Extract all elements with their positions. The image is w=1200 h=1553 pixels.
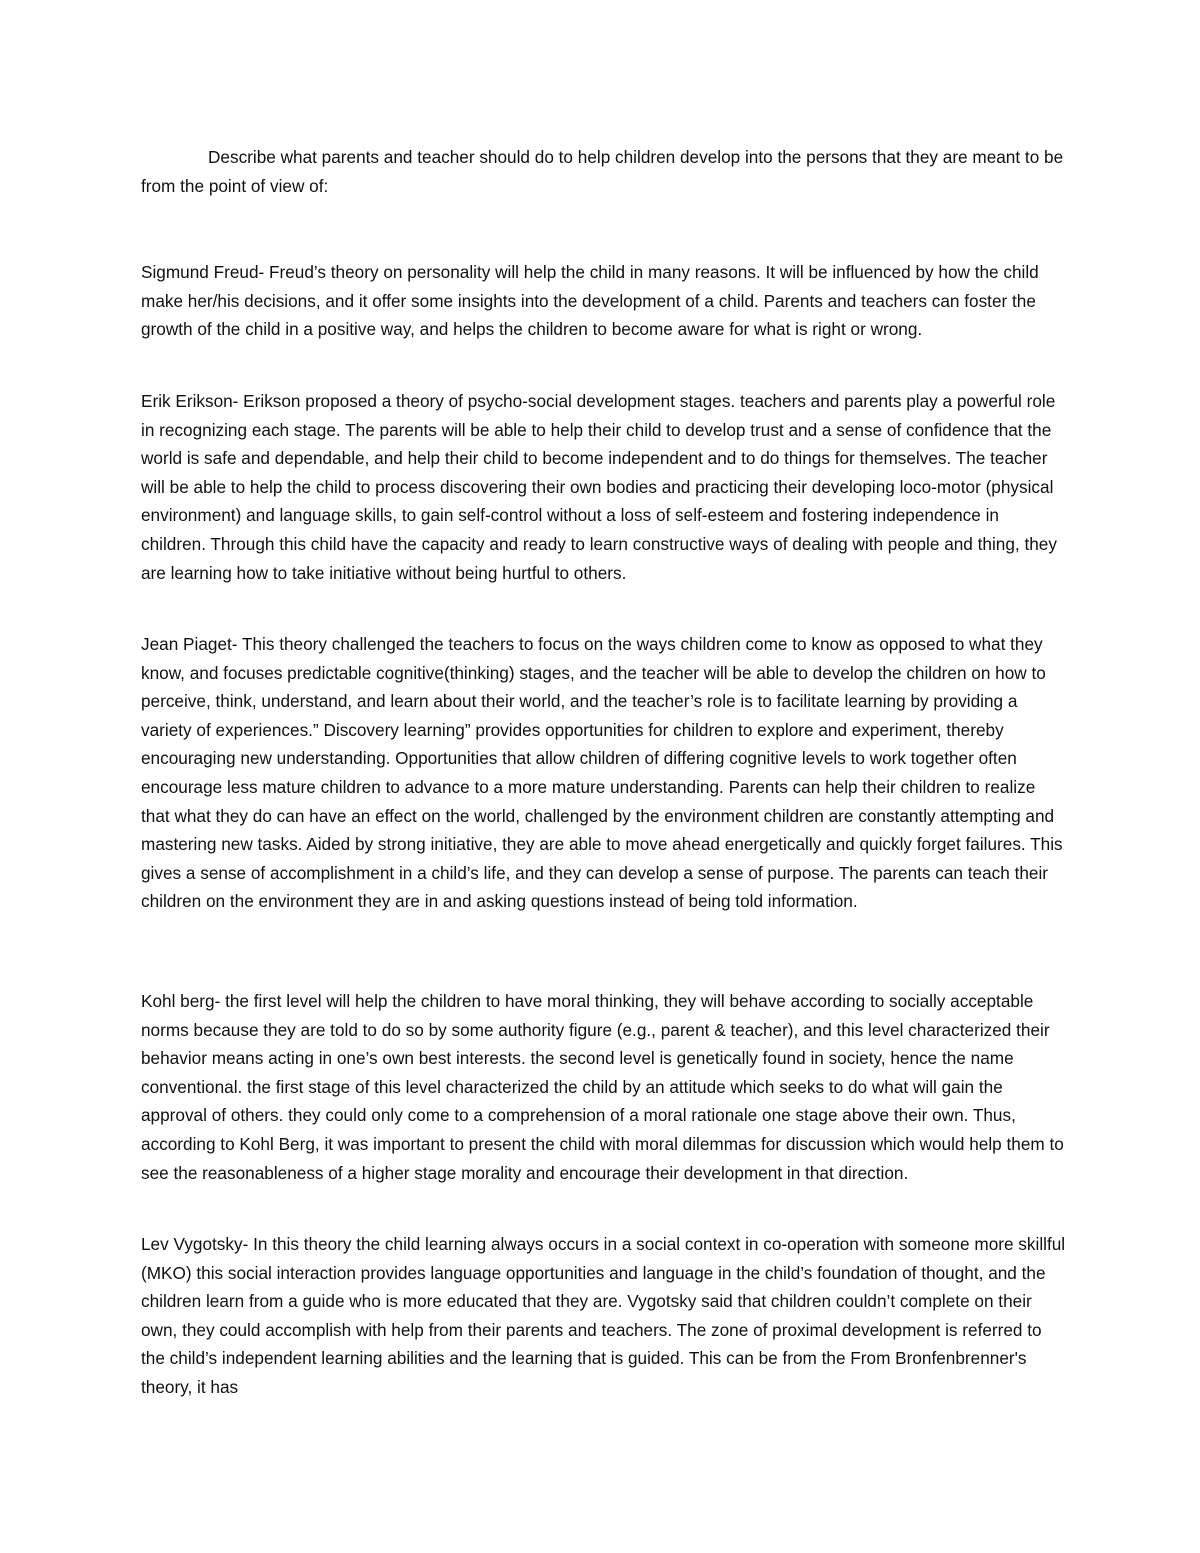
- paragraph-piaget: Jean Piaget- This theory challenged the teachers to focus on the ways children come to know as opposed to what they know, and focuses predictable cognitive(thinking) stages, and the teacher will be able to develop the children on how to perceive, think, understand, and learn about their world, and the teacher’s role is to facilitate learning by providing a variety of experiences.” Discovery learning” provides opportunities for children to explore and experiment, thereby encouraging new understanding. Opportunities that allow children of differing cognitive levels to work together often encourage less mature children to advance to a more mature understanding. Parents can help their children to realize that what they do can have an effect on the world, challenged by the environment children are constantly attempting and mastering new tasks. Aided by strong initiative, they are able to move ahead energetically and quickly forget failures. This gives a sense of accomplishment in a child’s life, and they can develop a sense of purpose. The parents can teach their children on the environment they are in and asking questions instead of being told information.: [141, 634, 1063, 912]
- paragraph-vygotsky: Lev Vygotsky- In this theory the child learning always occurs in a social context in co-operation with someone more skillful (MKO) this social interaction provides language opportunities and language in the child’s foundation of thought, and the children learn from a guide who is more educated that they are. Vygotsky said that children couldn’t complete on their own, they could accomplish with help from their parents and teachers. The zone of proximal development is referred to the child’s independent learning abilities and the learning that is guided. This can be from the From Bronfenbrenner's theory, it has: [141, 1234, 1066, 1397]
- paragraph-kohlberg: Kohl berg- the first level will help the children to have moral thinking, they will behave according to socially acceptable norms because they are told to do so by some authority figure (e.g., parent & teacher), and this level characterized their behavior means acting in one’s own best interests. the second level is genetically found in society, hence the name conventional. the first stage of this level characterized the child by an attitude which seeks to do what will gain the approval of others. they could only come to a comprehension of a moral rationale one stage above their own. Thus, according to Kohl Berg, it was important to present the child with moral dilemmas for discussion which would help them to see the reasonableness of a higher stage morality and encourage their development in that direction.: [141, 991, 1064, 1183]
- paragraph-erikson: Erik Erikson- Erikson proposed a theory of psycho-social development stages. teachers and parents play a powerful role in recognizing each stage. The parents will be able to help their child to develop trust and a sense of confidence that the world is safe and dependable, and help their child to become independent and to do things for themselves. The teacher will be able to help the child to process discovering their own bodies and practicing their developing loco-motor (physical environment) and language skills, to gain self-control without a loss of self-esteem and fostering independence in children. Through this child have the capacity and ready to learn constructive ways of dealing with people and thing, they are learning how to take initiative without being hurtful to others.: [141, 391, 1057, 583]
- prompt-paragraph: Describe what parents and teacher should do to help children develop into the persons that they are meant to be from the point of view of:: [141, 147, 1064, 196]
- paragraph-freud: Sigmund Freud- Freud’s theory on personality will help the child in many reasons. It will be influenced by how the child make her/his decisions, and it offer some insights into the development of a child. Parents and teachers can foster the growth of the child in a positive way, and helps the children to become aware for what is right or wrong.: [141, 262, 1039, 340]
